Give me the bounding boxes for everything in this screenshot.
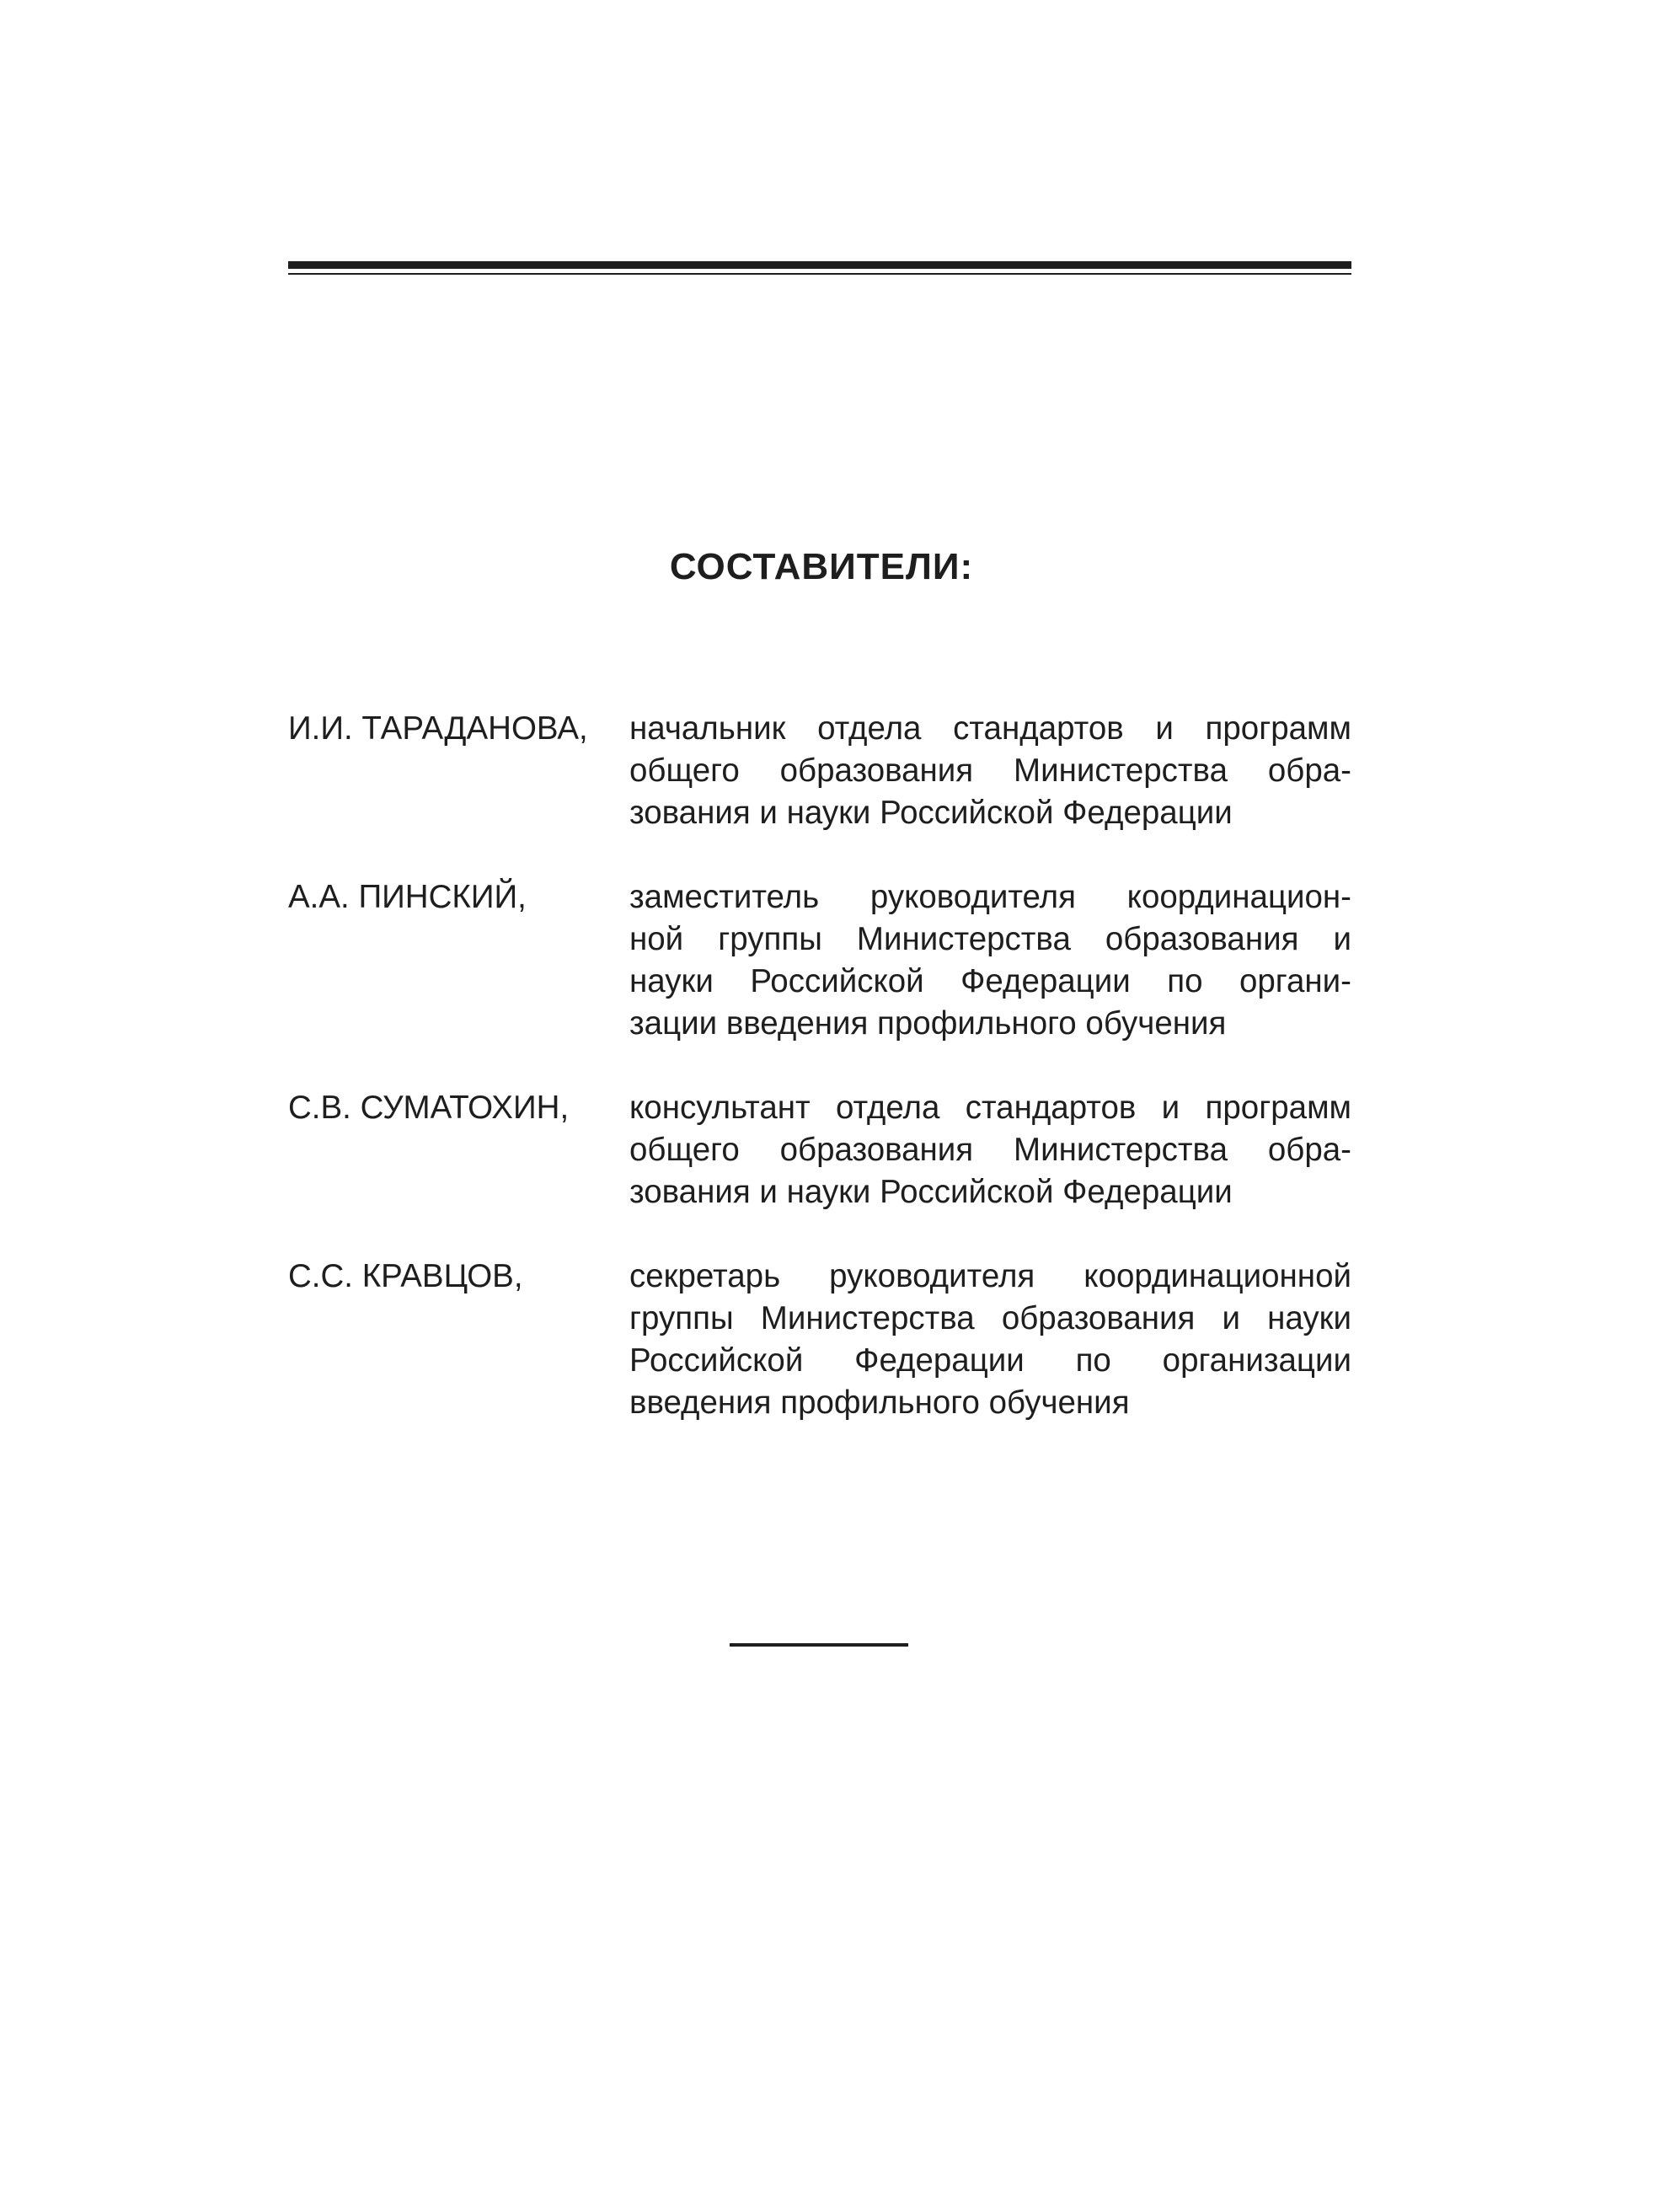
author-description-line: заместитель руководителя координацион- [629,879,1351,915]
author-description [629,1087,1351,1213]
author-name: С.С. КРАВЦОВ, [288,1258,523,1294]
author-name: И.И. ТАРАДАНОВА, [288,710,588,747]
author-entry [288,1256,1351,1424]
page-title: СОСТАВИТЕЛИ: [669,546,974,587]
author-description-line: консультант отдела стандартов и программ [629,1090,1351,1126]
author-entry [288,1087,1351,1213]
author-description-line: введения профильного обучения [629,1385,1130,1421]
bottom-short-rule [730,1643,908,1647]
author-description-line: общего образования Министерства обра- [629,1132,1351,1168]
author-description [629,1256,1351,1424]
top-double-rule [288,261,1351,275]
author-description-line: зации введения профильного обучения [629,1005,1227,1042]
top-rule-thin-line [288,273,1351,275]
author-name: А.А. ПИНСКИЙ, [288,879,527,915]
author-description-line: зования и науки Российской Федерации [629,1174,1233,1210]
author-name: С.В. СУМАТОХИН, [288,1090,570,1126]
author-description [629,708,1351,834]
author-entry [288,876,1351,1045]
author-description-line: общего образования Министерства обра- [629,753,1351,789]
author-description-line: группы Министерства образования и науки [629,1300,1351,1336]
author-description-line: науки Российской Федерации по органи- [629,963,1351,999]
authors-list [288,708,1351,1466]
author-description-line: Российской Федерации по организации [629,1342,1351,1379]
author-description-line: зования и науки Российской Федерации [629,795,1233,831]
author-description-line: ной группы Министерства образования и [629,921,1351,957]
author-description [629,876,1351,1045]
author-description-line: секретарь руководителя координационной [629,1258,1351,1294]
top-rule-thick-line [288,261,1351,269]
author-description-line: начальник отдела стандартов и программ [629,710,1351,747]
author-entry [288,708,1351,834]
